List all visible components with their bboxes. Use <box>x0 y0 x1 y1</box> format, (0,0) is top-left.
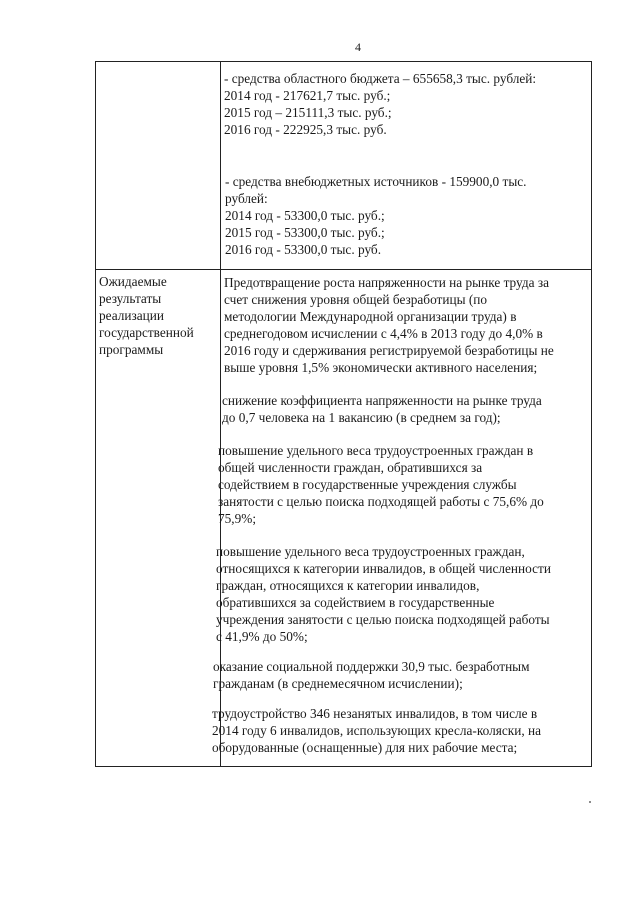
table-top-border <box>95 61 592 62</box>
table-right-border <box>591 61 592 767</box>
program-passport-table <box>95 61 592 767</box>
extrabudget-2015: 2015 год - 53300,0 тыс. руб.; <box>225 225 385 240</box>
results-label-line: государственной <box>99 325 194 340</box>
results-label-line: Ожидаемые <box>99 274 167 289</box>
result-2-line: снижение коэффициента напряженности на рынке труда <box>222 393 542 408</box>
result-4-line: обратившихся за содействием в государственные <box>216 595 495 610</box>
result-5-line: оказание социальной поддержки 30,9 тыс. безработным <box>213 659 530 674</box>
scan-speck <box>589 801 591 803</box>
result-1-line: Предотвращение роста напряженности на рынке труда за <box>224 275 549 290</box>
results-label-line: программы <box>99 342 164 357</box>
result-3-line: занятости с целью поиска подходящей работы с 75,6% до <box>218 494 544 509</box>
result-6-line: трудоустройство 346 незанятых инвалидов, в том числе в <box>212 706 538 721</box>
table-bottom-border <box>95 766 592 767</box>
results-label-line: результаты <box>99 291 162 306</box>
result-3-line: 75,9%; <box>218 511 257 526</box>
result-1-line: методологии Международной организации труда) в <box>224 309 517 324</box>
result-3-line: повышение удельного веса трудоустроенных граждан в <box>218 443 534 458</box>
regional-budget-2015: 2015 год – 215111,3 тыс. руб.; <box>224 105 392 120</box>
result-4-line: повышение удельного веса трудоустроенных граждан, <box>216 544 525 559</box>
extrabudget-total-line1: - средства внебюджетных источников - 159900,0 тыс. <box>225 174 527 189</box>
result-5-line: гражданам (в среднемесячном исчислении); <box>213 676 463 691</box>
table-left-border <box>95 61 96 767</box>
result-2-line: до 0,7 человека на 1 вакансию (в среднем за год); <box>222 410 501 425</box>
result-4-line: относящихся к категории инвалидов, в общей численности <box>216 561 551 576</box>
row-divider <box>95 269 592 270</box>
result-1-line: среднегодовом исчислении с 4,4% в 2013 году до 4,0% в <box>224 326 543 341</box>
result-6-line: оборудованные (оснащенные) для них рабочие места; <box>212 740 518 755</box>
regional-budget-2014: 2014 год - 217621,7 тыс. руб.; <box>224 88 391 103</box>
result-4-line: с 41,9% до 50%; <box>216 629 308 644</box>
page-number: 4 <box>355 40 361 54</box>
extrabudget-2016: 2016 год - 53300,0 тыс. руб. <box>225 242 382 257</box>
result-1-line: счет снижения уровня общей безработицы (по <box>224 292 488 307</box>
extrabudget-2014: 2014 год - 53300,0 тыс. руб.; <box>225 208 385 223</box>
result-1-line: 2016 году и сдерживания регистрируемой безработицы не <box>224 343 554 358</box>
result-4-line: граждан, относящихся к категории инвалидов, <box>216 578 480 593</box>
result-3-line: общей численности граждан, обратившихся за <box>218 460 483 475</box>
regional-budget-2016: 2016 год - 222925,3 тыс. руб. <box>224 122 387 137</box>
result-6-line: 2014 году 6 инвалидов, использующих кресла-коляски, на <box>212 723 542 738</box>
extrabudget-total-line2: рублей: <box>225 191 268 206</box>
results-label-line: реализации <box>99 308 164 323</box>
result-1-line: выше уровня 1,5% экономически активного населения; <box>224 360 538 375</box>
regional-budget-total: - средства областного бюджета – 655658,3 тыс. рублей: <box>224 71 537 86</box>
result-3-line: содействием в государственные учреждения службы <box>218 477 517 492</box>
result-4-line: учреждения занятости с целью поиска подходящей работы <box>216 612 550 627</box>
